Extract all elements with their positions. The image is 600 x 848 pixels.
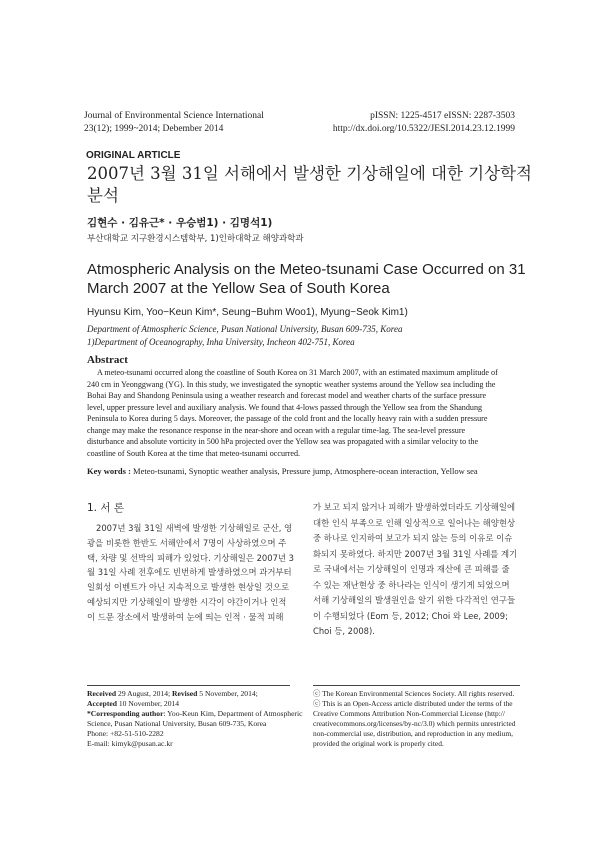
abstract-line: coastline of South Korea at the time that meteo-tsunami occurred. xyxy=(87,448,301,458)
footnote-received xyxy=(87,689,297,699)
english-affiliation-1: Department of Atmospheric Science, Pusan National University, Busan 609-735, Korea xyxy=(87,324,403,334)
body-line: 가 보고 되지 않거나 피해가 발생하였더라도 기상해일에 xyxy=(313,502,516,512)
body-line: 로 국내에서는 기상해일이 인명과 재산에 큰 피해를 줄 xyxy=(313,564,510,574)
body-left-column xyxy=(87,521,294,625)
revised-label: Revised xyxy=(172,689,198,698)
doi-link[interactable]: http://dx.doi.org/10.5322/JESI.2014.23.12.1999 xyxy=(332,124,515,134)
english-affiliation-2: 1)Department of Oceanography, Inha University, Incheon 402-751, Korea xyxy=(87,337,355,347)
abstract-line: Bohai Bay and Shandong Peninsula using a weather research and forecast model and weather charts of the surface pressure xyxy=(87,391,487,400)
footer-rule-left xyxy=(87,685,290,686)
abstract-heading: Abstract xyxy=(87,354,128,366)
body-line: 월 31일 사례 전후에도 빈번하게 발생하였으며 과거부터 xyxy=(87,567,292,578)
body-line: 광을 비롯한 한반도 서해안에서 7명이 사상하였으며 주 xyxy=(87,537,287,548)
body-line: 택, 차량 및 선박의 피해가 있었다. 기상해일은 2007년 3 xyxy=(87,552,294,563)
body-line: 예상되지만 기상해일이 발생한 시각이 야간이거나 인적 xyxy=(87,596,287,607)
license-line: creativecommons.org/licenses/by-nc/3.0) which permits unrestricted xyxy=(313,719,516,728)
journal-volume: 23(12); 1999~2014; Debember 2014 xyxy=(84,124,224,134)
license-line: provided the original work is properly cited. xyxy=(313,739,444,748)
keywords-label: Key words : xyxy=(87,466,131,476)
footnote-dates xyxy=(87,689,303,749)
body-line: 2007년 3월 31일 새벽에 발생한 기상해일로 군산, 영 xyxy=(96,523,293,533)
korean-title-line-1: 2007년 3월 31일 서해에서 발생한 기상해일에 대한 기상학적 xyxy=(87,164,532,183)
revised-date: 5 November, 2014; xyxy=(199,689,258,698)
english-title xyxy=(87,260,526,298)
abstract-line: change may make the resonance response in the near-shore and ocean with a regular time-lag. The sea-level pressure xyxy=(87,425,466,435)
abstract-line: Peninsula to Korea during 5 days. Moreover, the passage of the cold front and the locally heavy rain with a sudden pressure xyxy=(87,414,488,423)
received-date: 29 August, 2014; xyxy=(118,689,171,698)
korean-title-line-2: 분석 xyxy=(87,186,119,205)
journal-name: Journal of Environmental Science International xyxy=(84,111,264,121)
body-line: 수 있는 재난현상 중 하나라는 인식이 생기게 되었으며 xyxy=(313,579,510,590)
section-heading: 1. 서 론 xyxy=(87,502,124,514)
received-label: Received xyxy=(87,689,117,698)
abstract-line: 240 cm in Yeonggwang (YG). In this study, we investigated the synoptic weather systems around the Yellow sea including the xyxy=(87,379,496,389)
footnote-accepted xyxy=(87,699,297,709)
license-line: Creative Commons Attribution Non-Commercial License (http:// xyxy=(313,709,505,718)
accepted-date: 10 November, 2014 xyxy=(118,699,180,708)
accepted-label: Accepted xyxy=(87,699,117,708)
body-line: 중 하나로 인지하여 보고가 되지 않는 등의 이유로 이슈 xyxy=(313,533,513,543)
abstract-line: level, upper pressure level and auxiliary analysis. We found that 4-lows passed through the Yellow sea from the Shandung xyxy=(87,402,483,412)
abstract-line: disturbance and absolute vorticity in 500 hPa projected over the Yellow sea was propagated with a similar velocity to the xyxy=(87,437,479,446)
korean-authors: 김현수 · 김유근* · 우승범1) · 김명석1) xyxy=(87,217,273,229)
english-title-line-1: Atmospheric Analysis on the Meteo-tsunami Case Occurred on 31 xyxy=(87,261,526,278)
english-authors: Hyunsu Kim, Yoo−Keun Kim*, Seung−Buhm Woo1), Myung−Seok Kim1) xyxy=(87,307,408,318)
footnote-corresponding xyxy=(87,709,303,719)
corresponding-line-2: Science, Pusan National University, Busan 609-735, Korea xyxy=(87,719,267,728)
body-line: 대한 인식 부족으로 인해 일상적으로 일어나는 해양현상 xyxy=(313,517,516,528)
license-block xyxy=(313,689,523,749)
article-type: ORIGINAL ARTICLE xyxy=(86,150,181,161)
body-line: 서해 기상해일의 발생원인을 알기 위한 다각적인 연구들 xyxy=(313,595,516,605)
abstract-body xyxy=(87,367,517,459)
corresponding-email[interactable]: E-mail: kimyk@pusan.ac.kr xyxy=(87,739,173,748)
corresponding-line-1: : Yoo-Keun Kim, Department of Atmospheric xyxy=(163,709,303,718)
corresponding-label: *Corresponding author xyxy=(87,709,164,718)
copyright-line: ⓒ The Korean Environmental Sciences Society. All rights reserved. xyxy=(313,689,515,698)
body-line: 화되지 못하였다. 하지만 2007년 3월 31일 사례를 계기 xyxy=(313,548,518,559)
corresponding-phone: Phone: +82-51-510-2282 xyxy=(87,729,164,738)
korean-title xyxy=(87,163,532,207)
korean-affiliation: 부산대학교 지구환경시스템학부, 1)인하대학교 해양과학과 xyxy=(87,234,304,244)
body-line: Choi 등, 2008). xyxy=(313,626,375,636)
license-line: ⓒ This is an Open-Access article distributed under the terms of the xyxy=(313,699,513,708)
keywords-list: Meteo-tsunami, Synoptic weather analysis, Pressure jump, Atmosphere-ocean interaction, Yellow sea xyxy=(133,466,478,476)
english-title-line-2: March 2007 at the Yellow Sea of South Korea xyxy=(87,280,390,297)
issn: pISSN: 1225-4517 eISSN: 2287-3503 xyxy=(370,111,515,121)
keywords xyxy=(87,466,478,476)
body-right-column xyxy=(313,500,520,640)
footer-rule-right xyxy=(313,685,520,686)
body-line: 이 드문 장소에서 발생하여 눈에 띄는 인적 · 물적 피해 xyxy=(87,611,284,622)
body-line: 일회성 이벤트가 아닌 지속적으로 발생한 현상일 것으로 xyxy=(87,582,290,593)
abstract-line: A meteo-tsunami occurred along the coastline of South Korea on 31 March 2007, with an estimated maximum amplitude of xyxy=(97,368,498,377)
body-line: 이 수행되었다 (Eom 등, 2012; Choi 와 Lee, 2009; xyxy=(313,610,508,621)
license-line: non-commercial use, distribution, and reproduction in any medium, xyxy=(313,729,513,738)
